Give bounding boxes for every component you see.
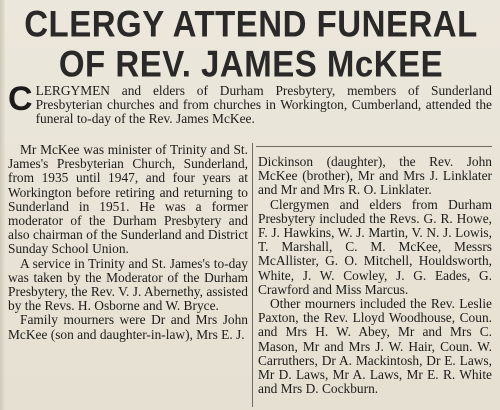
- lead-text: LERGYMEN and elders of Durham Presbytery, members of Sunderland Presbyterian churches and from churches in Workington, Cumberland, attended the funeral to-day of the Rev. James McKee.: [35, 83, 492, 127]
- lead-paragraph: [8, 80, 492, 127]
- paragraph: A service in Trinity and St. James's to-day was taken by the Moderator of the Durham Presbytery, the Rev. V. J. Abernethy, assisted by the Revs. H. Osborne and W. Bryce.: [8, 255, 248, 314]
- headline-line-1: CLERGY ATTEND FUNERAL: [24, 2, 478, 45]
- paragraph: Clergymen and elders from Durham Presbytery included the Revs. G. R. Howe, F. J. Hawkins, W. J. Martin, V. N. J. Lowis, T. Marshall, C. M. McKee, Messrs McAllister, G. O. Mitchell, Houldsworth, White, J. W. Cowley, J. G. Eades, G. Crawford and Miss Marcus.: [258, 196, 492, 297]
- paragraph: Mr McKee was minister of Trinity and St. James's Presbyterian Church, Sunderland, from 1935 until 1947, and four years at Workington before retiring and returning to Sunderland in 1951. He was a former moderator of the Durham Presbytery and also chairman of the Sunderland and District Sunday School Union.: [8, 142, 248, 257]
- drop-cap: C: [8, 80, 33, 118]
- paper-fold-shadow: [0, 0, 5, 410]
- headline-line-2: OF REV. JAMES McKEE: [58, 42, 444, 85]
- paragraph: Family mourners were Dr and Mrs John McKee (son and daughter-in-law), Mrs E. J.: [8, 312, 248, 342]
- paragraph: Other mourners included the Rev. Leslie Paxton, the Rev. Lloyd Woodhouse, Coun. and Mrs H. W. Abey, Mr and Mrs C. Mason, Mr and Mrs J. W. Hair, Coun. W. Carruthers, Dr A. Mackintosh, Dr E. Laws, Mr D. Laws, Mr A. Laws, Mr E. R. White and Mrs D. Cockburn.: [258, 296, 492, 397]
- paragraph: Dickinson (daughter), the Rev. John McKee (brother), Mr and Mrs J. Linklater and Mr and Mrs R. O. Linklater.: [258, 154, 492, 198]
- column-left: [8, 143, 248, 342]
- column-right: [258, 155, 492, 396]
- column-divider: [252, 143, 253, 407]
- column-top-rule: [256, 146, 492, 147]
